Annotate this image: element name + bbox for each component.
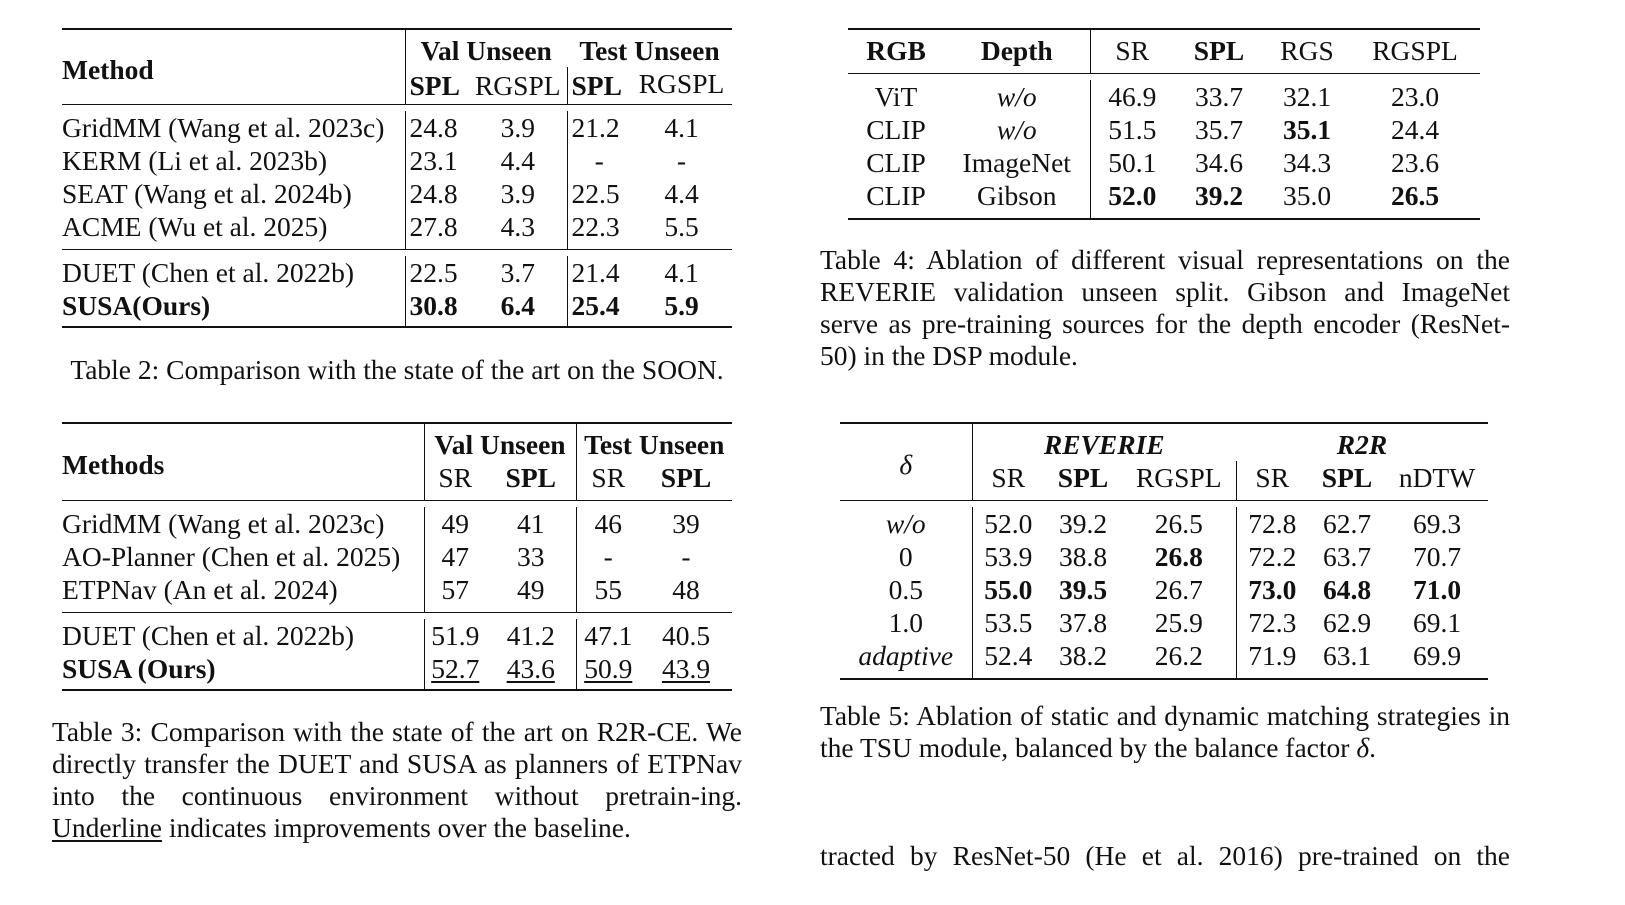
table5-header-reverie: REVERIE [972, 423, 1236, 461]
table4-cell-spl: 34.6 [1194, 147, 1244, 178]
table4-cell-depth: Gibson [977, 180, 1057, 211]
table3-header-val-spl: SPL [505, 462, 556, 493]
table4-header-sr: SR [1090, 29, 1174, 74]
table2-grid [62, 28, 732, 328]
table5-cell-r2r-sr: 72.2 [1236, 540, 1308, 573]
table5-cell-rev-spl: 37.8 [1058, 607, 1108, 638]
table5-header-rev-rgspl: RGSPL [1135, 462, 1222, 493]
table-row [62, 144, 732, 177]
table3-cell-test-sr: - [576, 540, 640, 573]
table2-cell-test-spl: 21.2 [567, 111, 631, 144]
table3-cell-val-sr: 47 [424, 540, 486, 573]
table4-header-spl: SPL [1193, 35, 1245, 66]
table5-caption-delta: δ [1356, 732, 1370, 763]
table5 [840, 422, 1488, 680]
table3-cell-test-sr: 55 [576, 573, 640, 613]
table5-cell-r2r-sr: 73.0 [1236, 573, 1308, 606]
table2-cell-method: GridMM (Wang et al. 2023c) [62, 112, 385, 143]
table4-cell-depth: ImageNet [962, 147, 1071, 178]
table5-cell-rev-rgspl: 26.7 [1154, 574, 1203, 605]
table3-cell-val-sr: 52.7 [431, 653, 480, 684]
table2-cell-val-spl: 22.5 [405, 256, 469, 289]
table3-cell-val-spl: 33 [517, 541, 545, 572]
table3-header-methods: Methods [62, 448, 165, 480]
table3-cell-method: SUSA (Ours) [62, 653, 216, 684]
table3-cell-test-spl: 39 [672, 508, 700, 539]
table5-grid [840, 422, 1488, 680]
table-row [848, 179, 1480, 219]
table3-cell-test-sr: 50.9 [584, 653, 633, 684]
table3-cell-method: AO-Planner (Chen et al. 2025) [62, 541, 401, 572]
table5-header-rev-sr: SR [972, 461, 1044, 501]
table4-cell-spl: 39.2 [1194, 180, 1244, 211]
table-row [62, 210, 732, 250]
table2-cell-val-spl: 23.1 [405, 144, 469, 177]
table3-cell-test-spl: 40.5 [661, 620, 711, 651]
table5-caption [820, 700, 1510, 764]
table2-cell-val-rgspl: 3.9 [500, 178, 535, 209]
table5-header-r2r-sr: SR [1236, 461, 1308, 501]
table3-caption-text-end: indicates improvements over the baseline. [161, 812, 631, 843]
table5-cell-r2r-spl: 64.8 [1322, 574, 1372, 605]
table2-cell-val-spl: 24.8 [405, 177, 469, 210]
table-row [62, 111, 732, 144]
table5-cell-delta: adaptive [858, 640, 954, 671]
table3-cell-method: DUET (Chen et al. 2022b) [62, 620, 354, 651]
table2-cell-test-spl: 25.4 [567, 289, 631, 327]
table5-cell-r2r-spl: 62.7 [1322, 508, 1372, 539]
table4-cell-sr: 51.5 [1090, 113, 1174, 146]
table3-caption-text: Table 3: Comparison with the state of the art on R2R-CE. We directly transfer the DUET and SUSA as planners of ETPNav into the continuous environment without pretrain-ing. [52, 716, 742, 811]
table2-cell-method: KERM (Li et al. 2023b) [62, 145, 328, 176]
table3-cell-val-sr: 51.9 [424, 619, 486, 652]
table4-cell-rgs: 34.3 [1282, 147, 1332, 178]
table5-cell-rev-sr: 52.0 [972, 507, 1044, 540]
table-row [840, 606, 1488, 639]
table3-caption [52, 716, 742, 844]
table5-cell-delta: 0 [898, 541, 913, 572]
table2-header-test-unseen: Test Unseen [579, 35, 720, 66]
table5-cell-r2r-ndtw: 70.7 [1412, 541, 1462, 572]
table4-grid [848, 28, 1480, 220]
table2-cell-val-rgspl: 3.7 [500, 257, 535, 288]
table3-header-test-sr: SR [576, 461, 640, 501]
table3-cell-method: GridMM (Wang et al. 2023c) [62, 508, 385, 539]
table3-cell-val-spl: 41.2 [506, 620, 555, 651]
table4-cell-sr: 50.1 [1090, 146, 1174, 179]
table3-cell-val-sr: 57 [424, 573, 486, 613]
table2-cell-val-spl: 27.8 [405, 210, 469, 250]
table4-cell-rgs: 35.0 [1282, 180, 1332, 211]
table5-cell-r2r-ndtw: 69.3 [1412, 508, 1462, 539]
table2 [62, 28, 732, 328]
table3-cell-val-sr: 49 [424, 507, 486, 540]
table5-header-r2r-spl: SPL [1321, 462, 1373, 493]
table5-header-r2r: R2R [1336, 429, 1388, 460]
table4-cell-spl: 35.7 [1194, 114, 1244, 145]
table2-header-val-unseen: Val Unseen [405, 29, 567, 67]
table-row [62, 540, 732, 573]
table5-cell-rev-spl: 39.5 [1058, 574, 1108, 605]
table4 [848, 28, 1480, 220]
table2-cell-method: SEAT (Wang et al. 2024b) [62, 178, 352, 209]
table2-cell-val-rgspl: 4.3 [500, 211, 535, 242]
table5-cell-delta: 1.0 [888, 607, 923, 638]
table2-cell-method: SUSA(Ours) [62, 290, 211, 321]
table5-cell-r2r-ndtw: 71.0 [1412, 574, 1462, 605]
table2-cell-test-spl: - [567, 144, 631, 177]
table5-cell-r2r-spl: 63.7 [1322, 541, 1372, 572]
table2-cell-val-spl: 30.8 [405, 289, 469, 327]
table2-cell-test-rgspl: - [676, 145, 687, 176]
table3-header-test-spl: SPL [660, 462, 712, 493]
table5-cell-rev-rgspl: 25.9 [1154, 607, 1203, 638]
table3-cell-test-spl: - [681, 541, 691, 572]
table5-cell-rev-spl: 38.2 [1058, 640, 1108, 671]
table5-cell-r2r-sr: 72.3 [1236, 606, 1308, 639]
table4-cell-depth: w/o [996, 114, 1037, 145]
table5-cell-r2r-sr: 71.9 [1236, 639, 1308, 679]
table5-cell-r2r-spl: 62.9 [1322, 607, 1372, 638]
table5-cell-delta: 0.5 [888, 574, 923, 605]
table3-cell-val-spl: 43.6 [506, 653, 555, 684]
table2-header-val-spl: SPL [405, 67, 469, 105]
table5-caption-text-end: . [1369, 732, 1376, 763]
table2-header-method: Method [62, 53, 154, 85]
table3-cell-test-sr: 47.1 [576, 619, 640, 652]
table4-header-rgspl: RGSPL [1372, 35, 1458, 66]
table5-cell-r2r-sr: 72.8 [1236, 507, 1308, 540]
table-row [62, 619, 732, 652]
table2-header-val-rgspl: RGSPL [474, 70, 561, 101]
table3-cell-method: ETPNav (An et al. 2024) [62, 574, 338, 605]
table2-cell-test-rgspl: 5.9 [664, 290, 699, 321]
table4-cell-sr: 52.0 [1090, 179, 1174, 219]
table-row [840, 573, 1488, 606]
table5-cell-r2r-ndtw: 69.9 [1412, 640, 1462, 671]
table5-cell-rev-sr: 52.4 [972, 639, 1044, 679]
table4-caption: Table 4: Ablation of different visual representations on the REVERIE validation unseen split. Gibson and ImageNet serve as pre-training sources for the depth encoder (ResNet-50) in the DSP module. [820, 244, 1510, 371]
table4-cell-rgs: 32.1 [1282, 81, 1332, 112]
table5-cell-rev-sr: 55.0 [972, 573, 1044, 606]
table5-cell-rev-rgspl: 26.2 [1154, 640, 1203, 671]
table5-cell-rev-rgspl: 26.5 [1154, 508, 1203, 539]
table2-caption: Table 2: Comparison with the state of the art on the SOON. [70, 354, 724, 385]
table-row [62, 177, 732, 210]
table2-cell-val-spl: 24.8 [405, 111, 469, 144]
table2-cell-test-spl: 21.4 [567, 256, 631, 289]
body-text-fragment: tracted by ResNet-50 (He et al. 2016) pre-trained on the [820, 840, 1510, 871]
table4-cell-rgb: CLIP [866, 114, 926, 145]
table5-header-rev-spl: SPL [1057, 462, 1109, 493]
table4-cell-rgb: CLIP [866, 180, 926, 211]
table3-cell-test-spl: 43.9 [661, 653, 711, 684]
table4-cell-rgb: CLIP [866, 147, 926, 178]
table-row [848, 146, 1480, 179]
table5-cell-rev-spl: 39.2 [1058, 508, 1108, 539]
delta-symbol: δ [899, 448, 913, 480]
table2-cell-method: DUET (Chen et al. 2022b) [62, 257, 354, 288]
table5-cell-r2r-ndtw: 69.1 [1412, 607, 1462, 638]
table3-header-val-sr: SR [424, 461, 486, 501]
table2-cell-test-spl: 22.3 [567, 210, 631, 250]
table-row [848, 80, 1480, 113]
table2-cell-test-rgspl: 5.5 [664, 211, 699, 242]
table4-cell-rgspl: 26.5 [1390, 180, 1440, 211]
table-row [840, 540, 1488, 573]
table-row [840, 639, 1488, 679]
table4-cell-rgspl: 23.0 [1390, 81, 1440, 112]
table5-cell-rev-sr: 53.5 [972, 606, 1044, 639]
table2-cell-test-spl: 22.5 [567, 177, 631, 210]
table-row [840, 507, 1488, 540]
table-row [62, 289, 732, 327]
table4-header-rgs: RGS [1280, 35, 1334, 66]
table-row [848, 113, 1480, 146]
table3-header-test-unseen: Test Unseen [576, 423, 732, 461]
table5-cell-r2r-spl: 63.1 [1322, 640, 1372, 671]
table-row [62, 507, 732, 540]
table3-cell-val-spl: 41 [517, 508, 545, 539]
table3-cell-test-sr: 46 [576, 507, 640, 540]
table5-caption-text: Table 5: Ablation of static and dynamic matching strategies in the TSU module, balanced by the balance factor [820, 700, 1510, 763]
table-row [62, 573, 732, 613]
table4-cell-sr: 46.9 [1090, 80, 1174, 113]
table5-cell-rev-sr: 53.9 [972, 540, 1044, 573]
table2-cell-test-rgspl: 4.1 [664, 112, 699, 143]
table2-cell-test-rgspl: 4.4 [664, 178, 699, 209]
table2-header-test-spl: SPL [567, 67, 631, 105]
table5-cell-rev-spl: 38.8 [1058, 541, 1108, 572]
table4-cell-spl: 33.7 [1194, 81, 1244, 112]
table3-caption-underline-word: Underline [52, 812, 162, 843]
table2-cell-method: ACME (Wu et al. 2025) [62, 211, 328, 242]
table2-cell-val-rgspl: 4.4 [500, 145, 535, 176]
table3-grid [62, 422, 732, 691]
table3 [62, 422, 732, 691]
table5-header-delta [840, 423, 972, 501]
table4-cell-depth: w/o [996, 81, 1037, 112]
table2-cell-test-rgspl: 4.1 [664, 257, 699, 288]
table5-header-r2r-ndtw: nDTW [1398, 462, 1476, 493]
table3-cell-test-spl: 48 [672, 574, 700, 605]
table4-cell-rgspl: 24.4 [1390, 114, 1440, 145]
table-row [62, 256, 732, 289]
table4-cell-rgspl: 23.6 [1390, 147, 1440, 178]
table2-header-test-rgspl: RGSPL [638, 68, 725, 99]
table4-cell-rgs: 35.1 [1282, 114, 1332, 145]
table5-cell-delta: w/o [885, 508, 926, 539]
table4-cell-rgb: ViT [874, 81, 918, 112]
table3-cell-val-spl: 49 [517, 574, 545, 605]
table3-header-val-unseen: Val Unseen [424, 423, 576, 461]
table5-cell-rev-rgspl: 26.8 [1154, 541, 1203, 572]
table2-cell-val-rgspl: 6.4 [500, 290, 535, 321]
table2-cell-val-rgspl: 3.9 [500, 112, 535, 143]
table4-header-rgb: RGB [866, 35, 926, 66]
table-row [62, 652, 732, 690]
table4-header-depth: Depth [980, 35, 1053, 66]
